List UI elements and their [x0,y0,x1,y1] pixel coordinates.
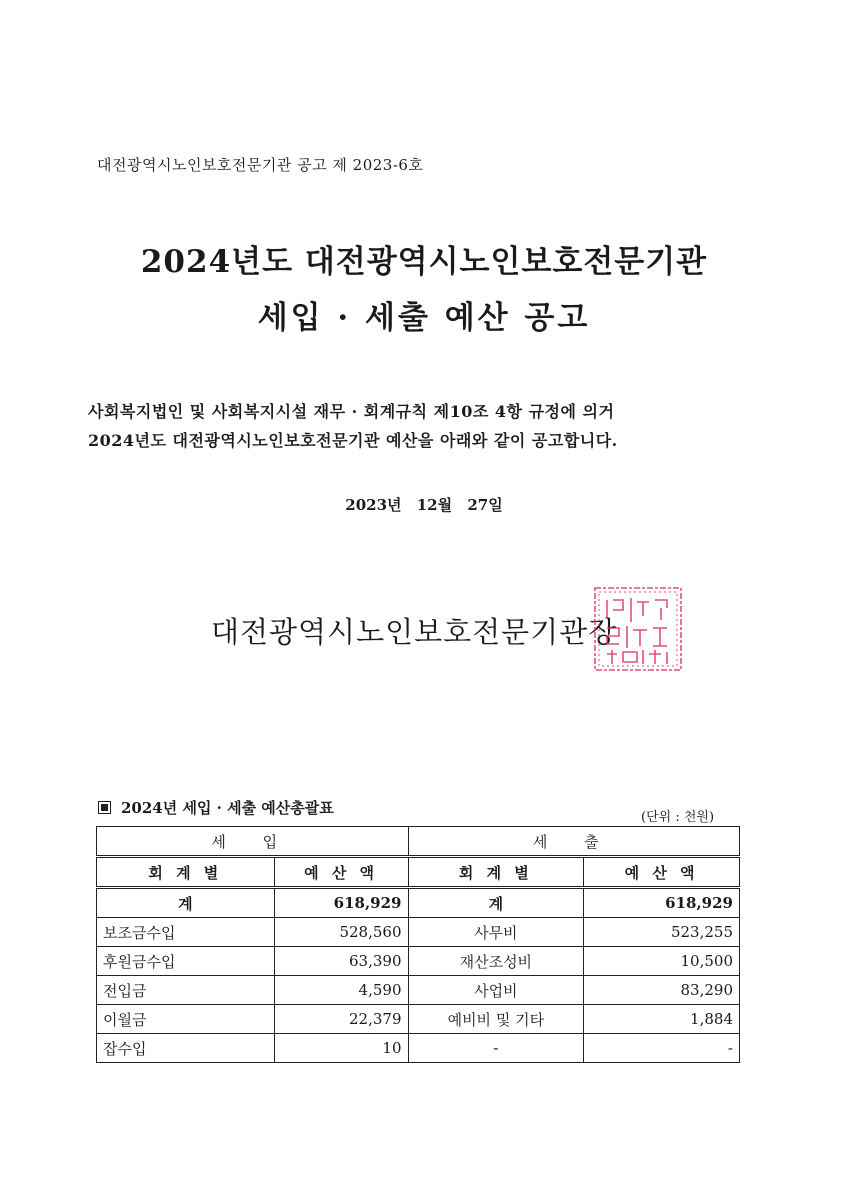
notice-number: 대전광역시노인보호전문기관 공고 제 2023-6호 [97,156,424,174]
body-paragraph-line1: 사회복지법인 및 사회복지시설 재무 · 회계규칙 제10조 4항 규정에 의거 [88,402,615,421]
table-row [97,976,740,1005]
expense-name: 재산조성비 [408,947,584,976]
table-title [98,797,334,818]
column-header-row [97,857,740,888]
table-row-total [97,888,740,918]
revenue-header: 세 입 [97,827,409,857]
unit-label: (단위 : 천원) [641,810,715,825]
revenue-name: 전입금 [97,976,275,1005]
page-title-line2: 세입 · 세출 예산 공고 [257,300,591,336]
official-seal-icon [591,584,685,674]
expense-name: 계 [408,888,584,918]
page-title-line1: 2024년도 대전광역시노인보호전문기관 [140,244,708,280]
revenue-amount: 10 [274,1034,408,1063]
expense-amount: 10,500 [584,947,740,976]
table-row [97,918,740,947]
organization-signature: 대전광역시노인보호전문기관장 [211,615,618,649]
expense-name: 예비비 및 기타 [408,1005,584,1034]
revenue-name: 잡수입 [97,1034,275,1063]
expense-amount: - [584,1034,740,1063]
revenue-amount-col-header: 예 산 액 [274,857,408,888]
revenue-amount: 63,390 [274,947,408,976]
revenue-name: 보조금수입 [97,918,275,947]
revenue-amount: 528,560 [274,918,408,947]
expense-name: - [408,1034,584,1063]
notice-date: 2023년 12월 27일 [345,496,503,514]
revenue-name: 이월금 [97,1005,275,1034]
expense-amount: 523,255 [584,918,740,947]
expense-account-col-header: 회 계 별 [408,857,584,888]
revenue-name: 계 [97,888,275,918]
budget-summary-table [96,826,740,1063]
checkbox-square-icon [98,801,111,814]
section-header-row [97,827,740,857]
table-title-text: 2024년 세입 · 세출 예산총괄표 [121,799,334,817]
expense-name: 사무비 [408,918,584,947]
expense-header: 세 출 [408,827,740,857]
expense-amount: 1,884 [584,1005,740,1034]
table-row [97,947,740,976]
table-row [97,1005,740,1034]
revenue-account-col-header: 회 계 별 [97,857,275,888]
revenue-amount: 618,929 [274,888,408,918]
expense-amount: 83,290 [584,976,740,1005]
expense-amount: 618,929 [584,888,740,918]
expense-name: 사업비 [408,976,584,1005]
revenue-name: 후원금수입 [97,947,275,976]
table-row [97,1034,740,1063]
revenue-amount: 22,379 [274,1005,408,1034]
expense-amount-col-header: 예 산 액 [584,857,740,888]
body-paragraph-line2: 2024년도 대전광역시노인보호전문기관 예산을 아래와 같이 공고합니다. [88,431,618,450]
revenue-amount: 4,590 [274,976,408,1005]
